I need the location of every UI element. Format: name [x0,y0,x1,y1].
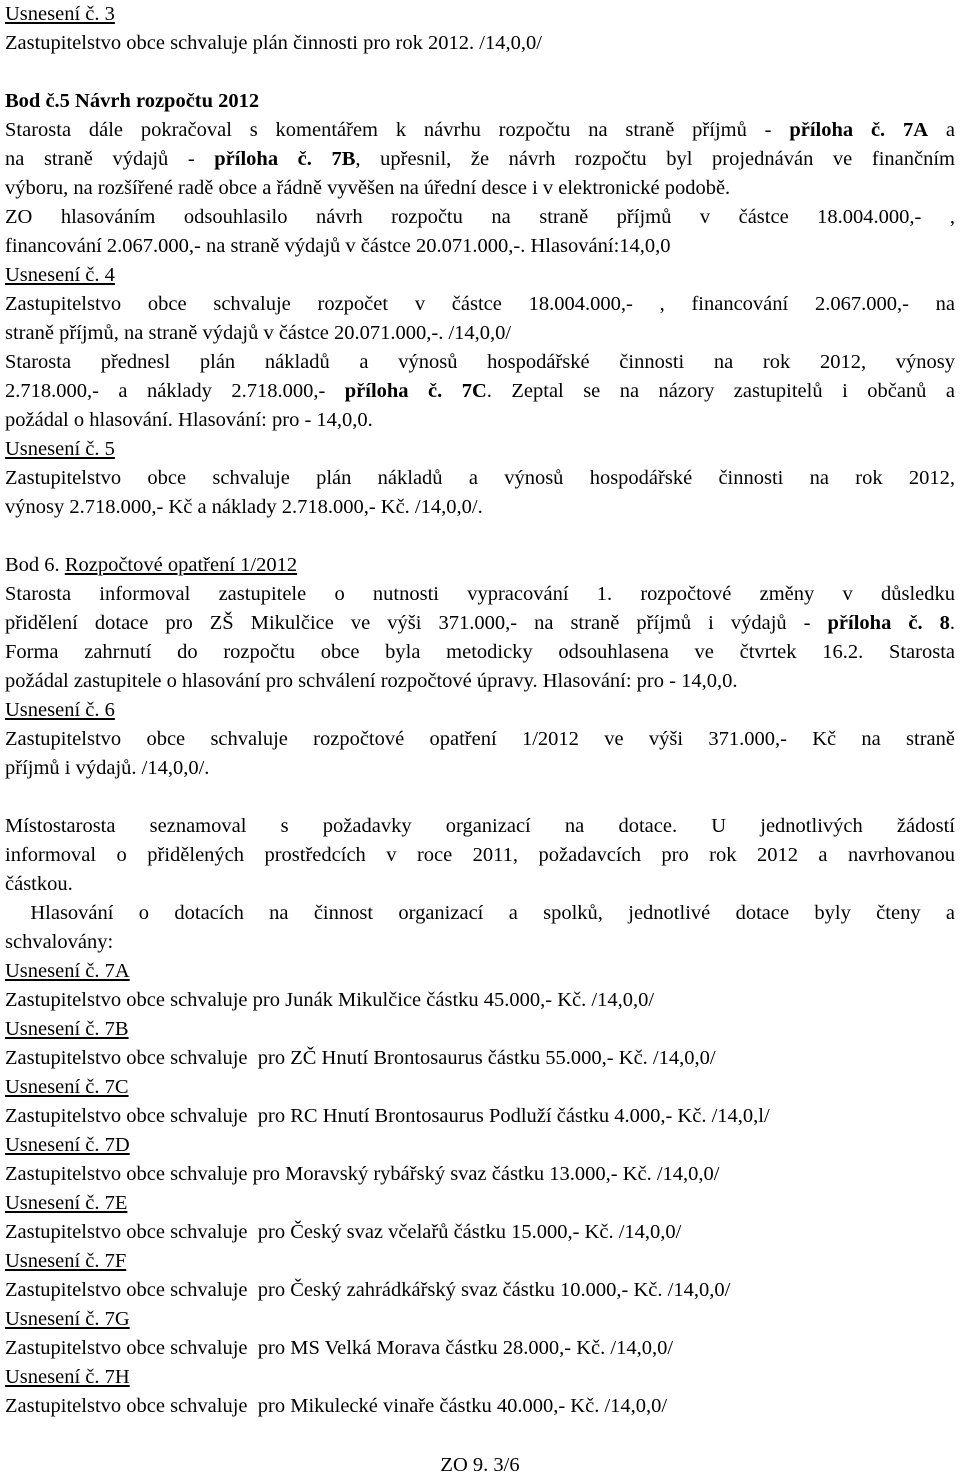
resolution-7b-heading: Usnesení č. 7B [5,1018,129,1040]
section-5-heading: Bod č.5 Návrh rozpočtu 2012 [5,90,260,112]
section-5-line-3: výboru, na rozšířené radě obce a řádně vyvěšen na úřední desce i v elektronické podobě. [5,177,731,199]
resolution-6-line-2: příjmů i výdajů. /14,0,0/. [5,757,210,779]
resolution-7g-text: Zastupitelstvo obce schvaluje pro MS Velká Morava částku 28.000,- Kč. /14,0,0/ [5,1337,674,1359]
resolution-4-line-5: požádal o hlasování. Hlasování: pro - 14,0,0. [5,409,373,431]
resolution-3-heading: Usnesení č. 3 [5,3,115,25]
grants-line-3: částkou. [5,873,73,895]
section-6-line-2: přidělení dotace pro ZŠ Mikulčice ve výši 371.000,- na straně příjmů i výdajů - příloha č. 8. [5,612,955,634]
section-5-line-2: na straně výdajů - příloha č. 7B, upřesnil, že návrh rozpočtu byl projednáván ve finančním [5,148,955,170]
resolution-7e-text: Zastupitelstvo obce schvaluje pro Český svaz včelařů částku 15.000,- Kč. /14,0,0/ [5,1221,682,1243]
grants-line-4: Hlasování o dotacích na činnost organizací a spolků, jednotlivé dotace byly čteny a [5,902,956,924]
grants-line-5: schvalovány: [5,931,114,953]
resolution-4-heading: Usnesení č. 4 [5,264,115,286]
section-5-line-4: ZO hlasováním odsouhlasilo návrh rozpočtu na straně příjmů v částce 18.004.000,- , [5,206,955,228]
resolution-7c-text: Zastupitelstvo obce schvaluje pro RC Hnutí Brontosaurus Podluží částku 4.000,- Kč. /14,0,l/ [5,1105,770,1127]
resolution-7a-heading: Usnesení č. 7A [5,960,130,982]
resolution-7e-heading: Usnesení č. 7E [5,1192,128,1214]
resolution-5-heading: Usnesení č. 5 [5,438,115,460]
resolution-5-line-2: výnosy 2.718.000,- Kč a náklady 2.718.000,- Kč. /14,0,0/. [5,496,483,518]
resolution-7h-text: Zastupitelstvo obce schvaluje pro Mikulecké vinaře částku 40.000,- Kč. /14,0,0/ [5,1395,668,1417]
resolution-7g-heading: Usnesení č. 7G [5,1308,130,1330]
resolution-7f-text: Zastupitelstvo obce schvaluje pro Český zahrádkářský svaz částku 10.000,- Kč. /14,0,0/ [5,1279,731,1301]
resolution-4-line-3: Starosta přednesl plán nákladů a výnosů hospodářské činnosti na rok 2012, výnosy [5,351,955,373]
resolution-4-line-4: 2.718.000,- a náklady 2.718.000,- příloha č. 7C. Zeptal se na názory zastupitelů i občanů a [5,380,955,402]
resolution-4-line-2: straně příjmů, na straně výdajů v částce 20.071.000,-. /14,0,0/ [5,322,512,344]
section-6-heading: Bod 6. Rozpočtové opatření 1/2012 [5,554,298,576]
resolution-6-heading: Usnesení č. 6 [5,699,115,721]
resolution-7d-heading: Usnesení č. 7D [5,1134,130,1156]
resolution-3-text: Zastupitelstvo obce schvaluje plán činnosti pro rok 2012. /14,0,0/ [5,32,542,54]
resolution-7b-text: Zastupitelstvo obce schvaluje pro ZČ Hnutí Brontosaurus částku 55.000,- Kč. /14,0,0/ [5,1047,716,1069]
resolution-5-line-1: Zastupitelstvo obce schvaluje plán nákladů a výnosů hospodářské činnosti na rok 2012, [5,467,955,489]
resolution-4-line-1: Zastupitelstvo obce schvaluje rozpočet v částce 18.004.000,- , financování 2.067.000,- na [5,293,955,315]
resolution-7a-text: Zastupitelstvo obce schvaluje pro Junák Mikulčice částku 45.000,- Kč. /14,0,0/ [5,989,655,1011]
section-5-line-1: Starosta dále pokračoval s komentářem k návrhu rozpočtu na straně příjmů - příloha č. 7A a [5,119,955,141]
grants-line-2: informoval o přidělených prostředcích v roce 2011, požadavcích pro rok 2012 a navrhovanou [5,844,955,866]
section-5-line-5: financování 2.067.000,- na straně výdajů v částce 20.071.000,-. Hlasování:14,0,0 [5,235,671,257]
resolution-7f-heading: Usnesení č. 7F [5,1250,127,1272]
section-6-line-3: Forma zahrnutí do rozpočtu obce byla metodicky odsouhlasena ve čtvrtek 16.2. Starosta [5,641,955,663]
resolution-7d-text: Zastupitelstvo obce schvaluje pro Moravský rybářský svaz částku 13.000,- Kč. /14,0,0/ [5,1163,720,1185]
grants-line-1: Místostarosta seznamoval s požadavky organizací na dotace. U jednotlivých žádostí [5,815,955,837]
resolution-7c-heading: Usnesení č. 7C [5,1076,129,1098]
resolution-7h-heading: Usnesení č. 7H [5,1366,130,1388]
document-page [5,0,955,1421]
resolution-6-line-1: Zastupitelstvo obce schvaluje rozpočtové opatření 1/2012 ve výši 371.000,- Kč na straně [5,728,955,750]
section-6-line-4: požádal zastupitele o hlasování pro schválení rozpočtové úpravy. Hlasování: pro - 14,0,0. [5,670,738,692]
section-6-line-1: Starosta informoval zastupitele o nutnosti vypracování 1. rozpočtové změny v důsledku [5,583,955,605]
page-footer: ZO 9. 3/6 [440,1454,520,1476]
